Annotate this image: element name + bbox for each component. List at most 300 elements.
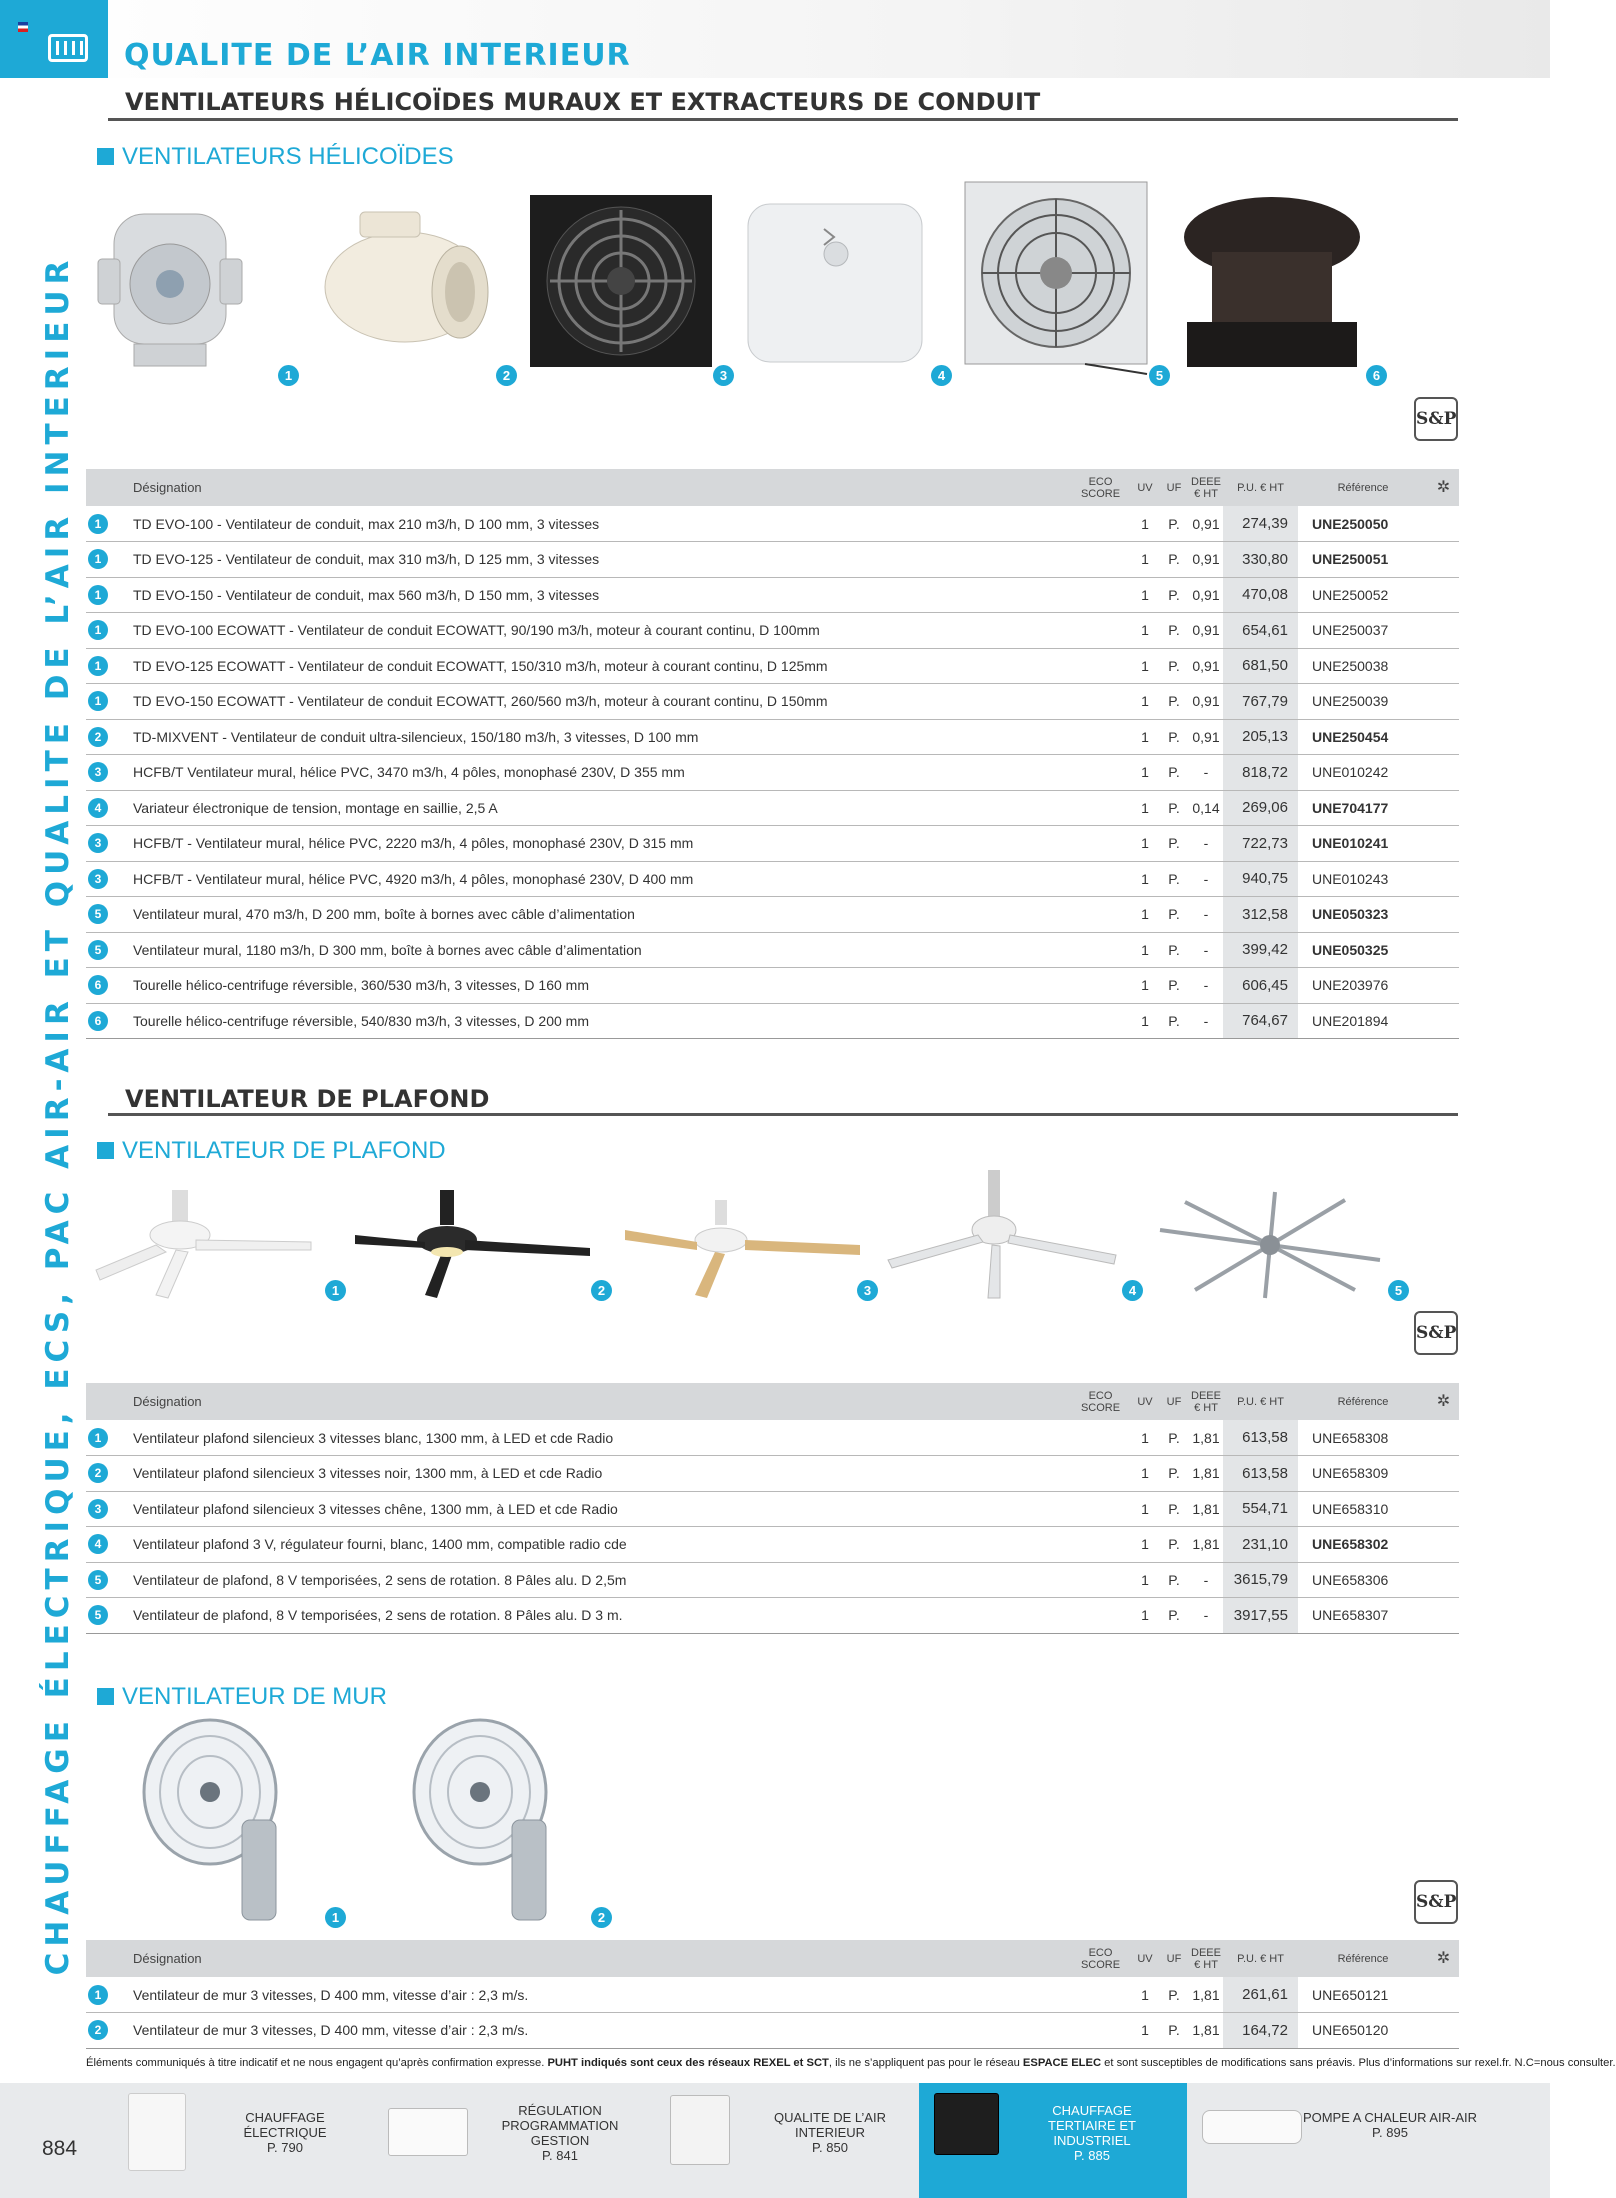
- row-badge: [86, 1527, 133, 1563]
- row-uf: P.: [1159, 826, 1189, 862]
- row-eco-score: [1070, 719, 1131, 755]
- row-price: 767,79: [1223, 684, 1298, 720]
- column-header-reference: Référence: [1298, 1383, 1428, 1420]
- row-eco-score: [1070, 1491, 1131, 1527]
- table-header: [86, 1383, 1459, 1420]
- row-reference: UNE250051: [1298, 542, 1428, 578]
- row-deee: 1,81: [1189, 1420, 1223, 1456]
- air-purifier-thumbnail: [670, 2095, 730, 2165]
- footer-page: P. 885: [1074, 2148, 1110, 2163]
- column-header-uf: UF: [1159, 1940, 1189, 1977]
- footer-link-chauffage-tertiaire[interactable]: [919, 2083, 1187, 2198]
- footer-link-qualite-air[interactable]: [660, 2083, 920, 2198]
- row-reference: UNE201894: [1298, 1003, 1428, 1039]
- table-row[interactable]: [86, 506, 1459, 542]
- row-deee: 0,91: [1189, 506, 1223, 542]
- table-row[interactable]: [86, 1562, 1459, 1598]
- row-eco-score: [1070, 826, 1131, 862]
- row-price: 606,45: [1223, 968, 1298, 1004]
- row-price: 274,39: [1223, 506, 1298, 542]
- row-badge: [86, 1598, 133, 1634]
- row-uv: 1: [1131, 2013, 1159, 2049]
- row-number-badge: 4: [88, 798, 108, 818]
- row-designation: Ventilateur de mur 3 vitesses, D 400 mm, vitesse d’air : 2,3 m/s.: [133, 2013, 1070, 2049]
- row-deee: 0,91: [1189, 613, 1223, 649]
- table-row[interactable]: [86, 932, 1459, 968]
- section-title-plafond: VENTILATEUR DE PLAFOND: [125, 1085, 490, 1113]
- row-eco-score: [1070, 932, 1131, 968]
- ceiling-fan-white-image: [96, 1190, 316, 1300]
- row-badge: [86, 719, 133, 755]
- row-designation: Variateur électronique de tension, montage en saillie, 2,5 A: [133, 790, 1070, 826]
- table-row[interactable]: [86, 1003, 1459, 1039]
- row-number-badge: 2: [88, 727, 108, 747]
- row-uf: P.: [1159, 719, 1189, 755]
- row-deee: -: [1189, 1598, 1223, 1634]
- row-reference: UNE704177: [1298, 790, 1428, 826]
- row-number-badge: 2: [88, 1463, 108, 1483]
- row-badge: [86, 1977, 133, 2013]
- row-spacer: [1428, 2013, 1459, 2049]
- table-row[interactable]: [86, 648, 1459, 684]
- brand-logo: S&P: [1414, 1880, 1458, 1924]
- column-header-deee: DEEE € HT: [1189, 1383, 1223, 1420]
- footer-nav: [0, 2083, 1550, 2198]
- row-spacer: [1428, 719, 1459, 755]
- product-images-mur: [92, 1720, 692, 1930]
- footer-label: CHAUFFAGE TERTIAIRE ET INDUSTRIEL: [1048, 2103, 1136, 2148]
- square-bullet-icon: [97, 148, 114, 165]
- row-deee: -: [1189, 1003, 1223, 1039]
- row-designation: Ventilateur plafond silencieux 3 vitesses chêne, 1300 mm, à LED et cde Radio: [133, 1491, 1070, 1527]
- row-reference: UNE250052: [1298, 577, 1428, 613]
- row-eco-score: [1070, 1527, 1131, 1563]
- footer-link-regulation[interactable]: [380, 2083, 650, 2198]
- row-reference: UNE010241: [1298, 826, 1428, 862]
- row-uv: 1: [1131, 1003, 1159, 1039]
- row-price: 681,50: [1223, 648, 1298, 684]
- settings-icon: ✲: [1428, 1940, 1459, 1977]
- row-spacer: [1428, 577, 1459, 613]
- row-deee: 1,81: [1189, 1977, 1223, 2013]
- column-header-eco-score: ECO SCORE: [1070, 1940, 1131, 1977]
- row-eco-score: [1070, 684, 1131, 720]
- table-row[interactable]: [86, 968, 1459, 1004]
- row-number-badge: 5: [88, 1605, 108, 1625]
- row-uf: P.: [1159, 684, 1189, 720]
- row-designation: Ventilateur de mur 3 vitesses, D 400 mm, vitesse d’air : 2,3 m/s.: [133, 1977, 1070, 2013]
- ceiling-fan-black-image: [355, 1190, 595, 1300]
- row-spacer: [1428, 684, 1459, 720]
- product-badge: 2: [496, 365, 517, 386]
- row-eco-score: [1070, 897, 1131, 933]
- row-number-badge: 5: [88, 904, 108, 924]
- row-price: 470,08: [1223, 577, 1298, 613]
- row-badge: [86, 1420, 133, 1456]
- row-badge: [86, 648, 133, 684]
- subsection-mur: VENTILATEUR DE MUR: [97, 1683, 387, 1711]
- row-uf: P.: [1159, 1491, 1189, 1527]
- square-bullet-icon: [97, 1142, 114, 1159]
- row-eco-score: [1070, 2013, 1131, 2049]
- product-images-plafond: [92, 1170, 1462, 1310]
- product-table-helicoides: [86, 469, 1459, 1039]
- product-images-helicoides: [92, 182, 1462, 392]
- ceiling-fan-industrial-image: [888, 1170, 1118, 1300]
- row-badge: [86, 1562, 133, 1598]
- row-badge: [86, 897, 133, 933]
- footer-link-pompe-chaleur[interactable]: [1190, 2083, 1510, 2198]
- row-price: 764,67: [1223, 1003, 1298, 1039]
- table-row[interactable]: [86, 613, 1459, 649]
- subsection-helicoides: VENTILATEURS HÉLICOÏDES: [97, 143, 454, 171]
- row-designation: Ventilateur plafond 3 V, régulateur fourni, blanc, 1400 mm, compatible radio cde: [133, 1527, 1070, 1563]
- category-tab[interactable]: [0, 0, 108, 78]
- wall-fan-black-image: [530, 195, 712, 367]
- row-price: 231,10: [1223, 1527, 1298, 1563]
- column-header-reference: Référence: [1298, 469, 1428, 506]
- column-header-pu: P.U. € HT: [1223, 1383, 1298, 1420]
- product-badge: 5: [1149, 365, 1170, 386]
- side-title: CHAUFFAGE ÉLECTRIQUE, ECS, PAC AIR-AIR ET QUALITE DE L’AIR INTERIEUR: [40, 254, 76, 1976]
- row-price: 164,72: [1223, 2013, 1298, 2049]
- row-eco-score: [1070, 968, 1131, 1004]
- table-row[interactable]: [86, 1420, 1459, 1456]
- row-reference: UNE250050: [1298, 506, 1428, 542]
- row-badge: [86, 506, 133, 542]
- wall-fan-1-image: [132, 1720, 302, 1930]
- row-uf: P.: [1159, 1527, 1189, 1563]
- row-designation: TD EVO-150 - Ventilateur de conduit, max 560 m3/h, D 150 mm, 3 vitesses: [133, 577, 1070, 613]
- row-badge: [86, 790, 133, 826]
- product-badge: 3: [713, 365, 734, 386]
- row-designation: HCFB/T Ventilateur mural, hélice PVC, 3470 m3/h, 4 pôles, monophasé 230V, D 355 mm: [133, 755, 1070, 791]
- row-number-badge: 1: [88, 1428, 108, 1448]
- row-uf: P.: [1159, 1562, 1189, 1598]
- row-eco-score: [1070, 1420, 1131, 1456]
- brand-logo: S&P: [1414, 1311, 1458, 1355]
- table-header: [86, 1940, 1459, 1977]
- column-header-uf: UF: [1159, 469, 1189, 506]
- section-divider: [108, 118, 1458, 121]
- row-price: 3615,79: [1223, 1562, 1298, 1598]
- table-row[interactable]: [86, 1456, 1459, 1492]
- row-badge: [86, 932, 133, 968]
- table-row[interactable]: [86, 1977, 1459, 2013]
- row-reference: UNE658309: [1298, 1456, 1428, 1492]
- row-designation: Ventilateur de plafond, 8 V temporisées, 2 sens de rotation. 8 Pâles alu. D 2,5m: [133, 1562, 1070, 1598]
- product-badge: 1: [325, 1907, 346, 1928]
- product-badge: 6: [1366, 365, 1387, 386]
- footer-page: P. 790: [267, 2140, 303, 2155]
- row-spacer: [1428, 1420, 1459, 1456]
- footer-label: RÉGULATION PROGRAMMATION GESTION: [501, 2103, 619, 2148]
- row-number-badge: 6: [88, 1011, 108, 1031]
- row-price: 399,42: [1223, 932, 1298, 968]
- speed-controller-image: [744, 194, 926, 369]
- settings-icon: ✲: [1428, 1383, 1459, 1420]
- row-uf: P.: [1159, 506, 1189, 542]
- row-uv: 1: [1131, 684, 1159, 720]
- row-number-badge: 3: [88, 833, 108, 853]
- row-price: 3917,55: [1223, 1598, 1298, 1634]
- row-eco-score: [1070, 648, 1131, 684]
- row-uf: P.: [1159, 968, 1189, 1004]
- row-deee: -: [1189, 897, 1223, 933]
- row-uv: 1: [1131, 755, 1159, 791]
- wall-fan-grey-image: [965, 182, 1147, 377]
- row-reference: UNE203976: [1298, 968, 1428, 1004]
- subsection-plafond: VENTILATEUR DE PLAFOND: [97, 1137, 446, 1165]
- table-row[interactable]: [86, 542, 1459, 578]
- row-designation: Ventilateur mural, 1180 m3/h, D 300 mm, boîte à bornes avec câble d’alimentation: [133, 932, 1070, 968]
- row-number-badge: 1: [88, 691, 108, 711]
- column-header-uv: UV: [1131, 469, 1159, 506]
- industrial-heater-thumbnail: [934, 2093, 999, 2155]
- duct-fan-image: [94, 184, 244, 384]
- row-spacer: [1428, 1003, 1459, 1039]
- row-spacer: [1428, 755, 1459, 791]
- row-deee: -: [1189, 1562, 1223, 1598]
- row-badge: [86, 542, 133, 578]
- row-deee: -: [1189, 932, 1223, 968]
- table-row[interactable]: [86, 1598, 1459, 1634]
- table-row[interactable]: [86, 719, 1459, 755]
- row-number-badge: 5: [88, 940, 108, 960]
- row-spacer: [1428, 1527, 1459, 1563]
- row-eco-score: [1070, 506, 1131, 542]
- row-deee: -: [1189, 968, 1223, 1004]
- row-uv: 1: [1131, 542, 1159, 578]
- product-badge: 4: [1122, 1280, 1143, 1301]
- footer-page: P. 895: [1372, 2125, 1408, 2140]
- row-badge: [86, 968, 133, 1004]
- row-uv: 1: [1131, 1977, 1159, 2013]
- row-reference: UNE658307: [1298, 1598, 1428, 1634]
- section-title-helicoides: VENTILATEURS HÉLICOÏDES MURAUX ET EXTRACTEURS DE CONDUIT: [125, 88, 1041, 116]
- row-number-badge: 1: [88, 620, 108, 640]
- product-table-mur: [86, 1940, 1459, 2049]
- air-conditioner-thumbnail: [1202, 2110, 1302, 2144]
- row-designation: TD-MIXVENT - Ventilateur de conduit ultra-silencieux, 150/180 m3/h, 3 vitesses, D 100 mm: [133, 719, 1070, 755]
- row-deee: 1,81: [1189, 1491, 1223, 1527]
- product-badge: 1: [325, 1280, 346, 1301]
- row-designation: TD EVO-100 - Ventilateur de conduit, max 210 m3/h, D 100 mm, 3 vitesses: [133, 506, 1070, 542]
- row-spacer: [1428, 1562, 1459, 1598]
- settings-icon: ✲: [1428, 469, 1459, 506]
- row-price: 269,06: [1223, 790, 1298, 826]
- product-badge: 5: [1388, 1280, 1409, 1301]
- row-deee: -: [1189, 861, 1223, 897]
- row-price: 940,75: [1223, 861, 1298, 897]
- row-uf: P.: [1159, 1003, 1189, 1039]
- row-reference: UNE250037: [1298, 613, 1428, 649]
- row-reference: UNE010243: [1298, 861, 1428, 897]
- ceiling-fan-oak-image: [625, 1200, 865, 1300]
- row-reference: UNE250039: [1298, 684, 1428, 720]
- footer-label: POMPE A CHALEUR AIR-AIR: [1302, 2110, 1478, 2125]
- row-uf: P.: [1159, 755, 1189, 791]
- column-header-designation: Désignation: [86, 1940, 1070, 1977]
- footer-link-chauffage-electrique[interactable]: [110, 2083, 370, 2198]
- row-designation: Ventilateur plafond silencieux 3 vitesses blanc, 1300 mm, à LED et cde Radio: [133, 1420, 1070, 1456]
- row-uf: P.: [1159, 542, 1189, 578]
- row-eco-score: [1070, 1456, 1131, 1492]
- table-row[interactable]: [86, 1491, 1459, 1527]
- row-eco-score: [1070, 790, 1131, 826]
- row-designation: HCFB/T - Ventilateur mural, hélice PVC, 2220 m3/h, 4 pôles, monophasé 230V, D 315 mm: [133, 826, 1070, 862]
- column-header-uv: UV: [1131, 1940, 1159, 1977]
- section-divider: [108, 1113, 1458, 1116]
- row-spacer: [1428, 542, 1459, 578]
- table-row[interactable]: [86, 790, 1459, 826]
- row-deee: 0,91: [1189, 684, 1223, 720]
- row-number-badge: 4: [88, 1534, 108, 1554]
- row-spacer: [1428, 826, 1459, 862]
- row-number-badge: 1: [88, 1985, 108, 2005]
- row-eco-score: [1070, 577, 1131, 613]
- column-header-uv: UV: [1131, 1383, 1159, 1420]
- flag-icon: [18, 22, 28, 32]
- row-reference: UNE010242: [1298, 755, 1428, 791]
- row-uf: P.: [1159, 577, 1189, 613]
- table-row[interactable]: [86, 897, 1459, 933]
- row-badge: [86, 684, 133, 720]
- radiator-thumbnail: [128, 2093, 186, 2171]
- row-price: 554,71: [1223, 1491, 1298, 1527]
- row-price: 654,61: [1223, 613, 1298, 649]
- row-reference: UNE250038: [1298, 648, 1428, 684]
- row-designation: TD EVO-100 ECOWATT - Ventilateur de conduit ECOWATT, 90/190 m3/h, moteur à courant continu, D 100mm: [133, 613, 1070, 649]
- row-deee: 1,81: [1189, 1527, 1223, 1563]
- product-badge: 4: [931, 365, 952, 386]
- thermostat-thumbnail: [388, 2108, 468, 2156]
- column-header-eco-score: ECO SCORE: [1070, 469, 1131, 506]
- row-price: 613,58: [1223, 1456, 1298, 1492]
- row-badge: [86, 826, 133, 862]
- product-table-plafond: [86, 1383, 1459, 1634]
- table-header: [86, 469, 1459, 506]
- row-reference: UNE658310: [1298, 1491, 1428, 1527]
- ceiling-fan-large-8-blades-image: [1155, 1190, 1385, 1300]
- radiator-icon: [48, 34, 88, 62]
- column-header-pu: P.U. € HT: [1223, 469, 1298, 506]
- disclaimer: Éléments communiqués à titre indicatif et ne nous engagent qu’après confirmation expresse. PUHT indiqués sont ceux des réseaux REXEL et SCT, ils ne s’appliquent pas pour le réseau ESPACE ELEC et sont susceptibles de modifications sans préavis. Plus d’informations sur rexel.fr. N.C=nous consulter.: [86, 2057, 1616, 2069]
- product-badge: 1: [278, 365, 299, 386]
- column-header-uf: UF: [1159, 1383, 1189, 1420]
- row-uv: 1: [1131, 790, 1159, 826]
- row-uf: P.: [1159, 648, 1189, 684]
- table-row[interactable]: [86, 826, 1459, 862]
- table-row[interactable]: [86, 861, 1459, 897]
- row-eco-score: [1070, 755, 1131, 791]
- row-badge: [86, 755, 133, 791]
- row-uf: P.: [1159, 932, 1189, 968]
- column-header-eco-score: ECO SCORE: [1070, 1383, 1131, 1420]
- row-number-badge: 3: [88, 869, 108, 889]
- row-designation: Ventilateur mural, 470 m3/h, D 200 mm, boîte à bornes avec câble d’alimentation: [133, 897, 1070, 933]
- row-designation: HCFB/T - Ventilateur mural, hélice PVC, 4920 m3/h, 4 pôles, monophasé 230V, D 400 mm: [133, 861, 1070, 897]
- row-badge: [86, 613, 133, 649]
- row-uv: 1: [1131, 613, 1159, 649]
- column-header-designation: Désignation: [86, 1383, 1070, 1420]
- row-reference: UNE050323: [1298, 897, 1428, 933]
- row-badge: [86, 577, 133, 613]
- row-designation: Tourelle hélico-centrifuge réversible, 540/830 m3/h, 3 vitesses, D 200 mm: [133, 1003, 1070, 1039]
- row-uv: 1: [1131, 648, 1159, 684]
- row-number-badge: 1: [88, 514, 108, 534]
- row-deee: -: [1189, 826, 1223, 862]
- row-spacer: [1428, 648, 1459, 684]
- row-designation: Ventilateur de plafond, 8 V temporisées, 2 sens de rotation. 8 Pâles alu. D 3 m.: [133, 1598, 1070, 1634]
- page-number: 884: [42, 2137, 78, 2160]
- row-uf: P.: [1159, 790, 1189, 826]
- row-price: 312,58: [1223, 897, 1298, 933]
- row-uv: 1: [1131, 1527, 1159, 1563]
- row-uf: P.: [1159, 1977, 1189, 2013]
- row-uv: 1: [1131, 1562, 1159, 1598]
- row-uv: 1: [1131, 1456, 1159, 1492]
- row-eco-score: [1070, 1598, 1131, 1634]
- row-spacer: [1428, 790, 1459, 826]
- row-deee: 0,91: [1189, 577, 1223, 613]
- row-reference: UNE658306: [1298, 1562, 1428, 1598]
- product-badge: 2: [591, 1280, 612, 1301]
- row-reference: UNE658308: [1298, 1420, 1428, 1456]
- row-uv: 1: [1131, 861, 1159, 897]
- row-eco-score: [1070, 1977, 1131, 2013]
- table-row[interactable]: [86, 755, 1459, 791]
- table-row[interactable]: [86, 684, 1459, 720]
- row-number-badge: 3: [88, 762, 108, 782]
- row-price: 722,73: [1223, 826, 1298, 862]
- row-uf: P.: [1159, 1598, 1189, 1634]
- row-designation: TD EVO-125 - Ventilateur de conduit, max 310 m3/h, D 125 mm, 3 vitesses: [133, 542, 1070, 578]
- row-badge: [86, 1491, 133, 1527]
- row-eco-score: [1070, 613, 1131, 649]
- row-badge: [86, 1456, 133, 1492]
- row-reference: UNE658302: [1298, 1527, 1428, 1563]
- row-uf: P.: [1159, 2013, 1189, 2049]
- row-number-badge: 2: [88, 2020, 108, 2040]
- row-designation: Tourelle hélico-centrifuge réversible, 360/530 m3/h, 3 vitesses, D 160 mm: [133, 968, 1070, 1004]
- row-number-badge: 1: [88, 585, 108, 605]
- row-reference: UNE250454: [1298, 719, 1428, 755]
- row-uv: 1: [1131, 932, 1159, 968]
- row-number-badge: 6: [88, 975, 108, 995]
- row-price: 261,61: [1223, 1977, 1298, 2013]
- row-uv: 1: [1131, 968, 1159, 1004]
- mixvent-fan-image: [310, 192, 500, 372]
- table-row[interactable]: [86, 1527, 1459, 1563]
- table-row[interactable]: [86, 577, 1459, 613]
- table-row[interactable]: [86, 2013, 1459, 2049]
- row-uv: 1: [1131, 897, 1159, 933]
- column-header-designation: Désignation: [86, 469, 1070, 506]
- row-reference: UNE650120: [1298, 2013, 1428, 2049]
- row-badge: [86, 861, 133, 897]
- row-uv: 1: [1131, 1598, 1159, 1634]
- row-number-badge: 1: [88, 656, 108, 676]
- row-spacer: [1428, 1598, 1459, 1634]
- wall-fan-2-image: [402, 1720, 572, 1930]
- row-uv: 1: [1131, 1420, 1159, 1456]
- category-title: QUALITE DE L’AIR INTERIEUR: [124, 38, 631, 73]
- row-uf: P.: [1159, 1456, 1189, 1492]
- row-designation: Ventilateur plafond silencieux 3 vitesses noir, 1300 mm, à LED et cde Radio: [133, 1456, 1070, 1492]
- column-header-deee: DEEE € HT: [1189, 1940, 1223, 1977]
- row-spacer: [1428, 613, 1459, 649]
